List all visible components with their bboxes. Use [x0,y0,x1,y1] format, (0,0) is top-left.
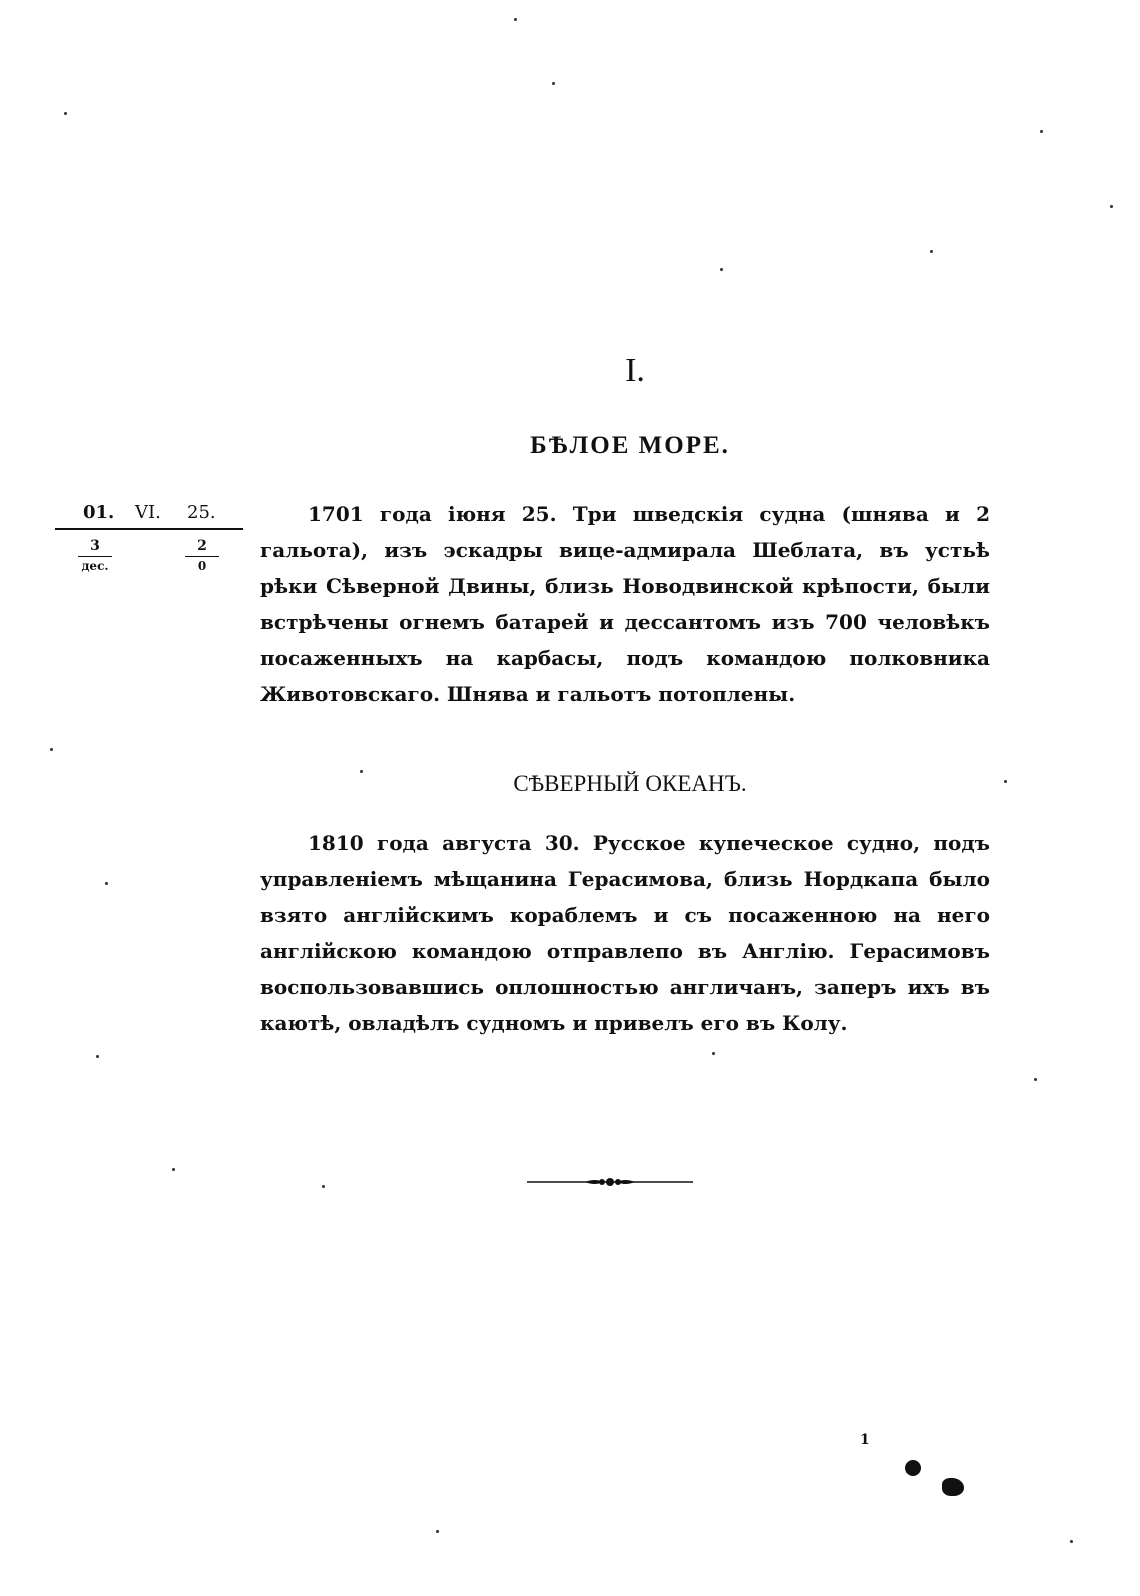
margin-day: 25. [187,502,216,523]
fraction-denominator: 0 [197,559,207,573]
speck [1070,1540,1073,1543]
speck [1034,1078,1037,1081]
speck [105,882,108,885]
margin-rule [55,528,243,530]
ink-blot [942,1478,964,1496]
fraction-numerator: 2 [185,538,219,557]
speck [96,1055,99,1058]
margin-date-note [55,500,245,573]
speck [1110,205,1113,208]
paragraph-white-sea: 1701 года іюня 25. Три шведскія судна (шнява и 2 гальота), изъ эскадры вице-адмирала Шеблата, въ устьѣ рѣки Сѣверной Двины, близь Новодвинской крѣпости, были встрѣчены огнемъ батарей и дессантомъ изъ 700 человѣкъ посаженныхъ на карбасы, подъ командою полковника Животовскаго. Шнява и гальотъ потоплены. [260,502,990,706]
speck [322,1185,325,1188]
fraction-numerator: 3 [78,538,112,557]
speck [360,770,363,773]
ornament-divider [525,1172,695,1192]
speck [712,1052,715,1055]
margin-fraction-left [70,538,120,573]
speck [1040,130,1043,133]
speck [514,18,517,21]
margin-date-row [55,500,245,530]
paragraph-northern-ocean: 1810 года августа 30. Русское купеческое судно, подъ управленіемъ мѣщанина Герасимова, близь Нордкапа было взято англійскимъ кораблемъ и съ посаженною на него англійскою командою отправлепо въ Англію. Герасимовъ воспользовавшись оплошностью англичанъ, заперъ ихъ въ каютѣ, овладѣлъ судномъ и привелъ его въ Колу. [260,831,990,1035]
speck [172,1168,175,1171]
page-signature-mark: 1 [860,1432,870,1448]
section-title-northern-ocean: СѢВЕРНЫЙ ОКЕАНЪ. [513,771,747,796]
ink-blot [905,1460,921,1476]
speck [930,250,933,253]
speck [50,748,53,751]
speck [1004,780,1007,783]
chapter-number: I. [625,352,645,389]
margin-year: 01. [83,502,115,523]
speck [552,82,555,85]
speck [64,112,67,115]
speck [720,268,723,271]
fraction-denominator: дес. [81,559,109,573]
margin-month: VI. [135,502,161,523]
section-title-white-sea: БѢЛОЕ МОРЕ. [530,432,730,459]
margin-fraction-right [177,538,227,573]
speck [436,1530,439,1533]
